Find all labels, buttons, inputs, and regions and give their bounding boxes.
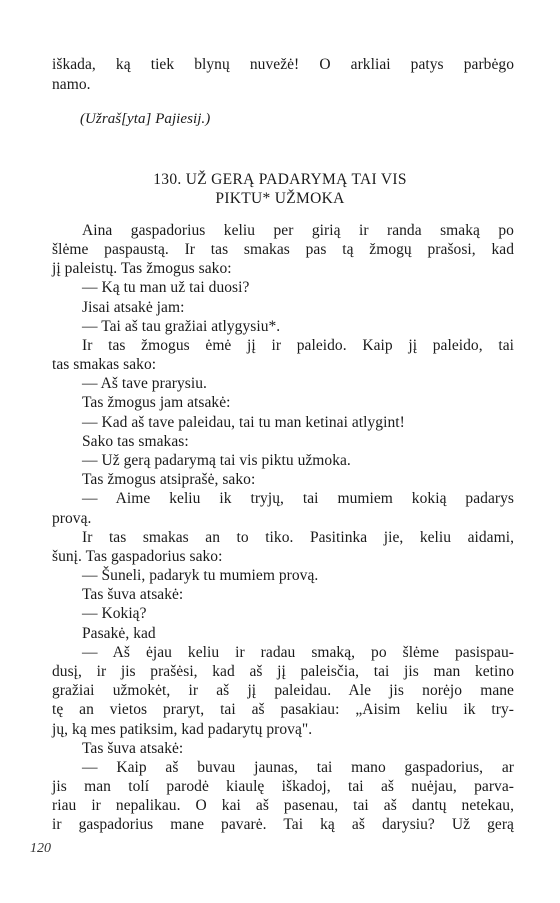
body-line: Ir tas smakas an to tiko. Pasitinka jie, keliu aidami, (82, 529, 514, 546)
body-line: tas smakas sako: (52, 356, 157, 373)
body-line: Tas žmogus atsiprašė, sako: (82, 471, 256, 488)
body-line: Tas šuva atsakė: (82, 740, 184, 757)
body-line: jų, ką mes patiksim, kad padarytų provą". (52, 721, 313, 738)
body-line: — Už gerą padarymą tai vis piktu užmoka. (82, 452, 351, 469)
body-line: ir gaspadorius mane pavarė. Tai ką aš darysiu? Už gerą (52, 816, 514, 833)
body-line: — Tai aš tau gražiai atlygysiu*. (82, 318, 281, 335)
body-line: Sako tas smakas: (82, 433, 189, 450)
body-line: Tas šuva atsakė: (82, 586, 184, 603)
carryover-line-2: namo. (52, 76, 91, 93)
page-number: 120 (30, 841, 51, 856)
carryover-line-1: iškada, ką tiek blynų nuvežė! O arkliai patys parbėgo (52, 56, 514, 73)
body-line: — Aime keliu ik tryjų, tai mumiem kokią padarys (82, 490, 514, 507)
body-line: — Kokią? (82, 605, 147, 622)
source-note: (Užraš[yta] Pajiesij.) (80, 111, 211, 127)
body-line: Jisai atsakė jam: (82, 299, 185, 316)
body-line: tę an vietos praryt, tai aš pasakiau: „Aisim keliu ik try- (52, 701, 514, 718)
body-line: — Aš ėjau keliu ir radau smaką, po šlėme pasispau- (82, 644, 514, 661)
body-line: šlėme paspaustą. Ir tas smakas pas tą žmogų prašosi, kad (52, 241, 514, 258)
body-line: Tas žmogus jam atsakė: (82, 394, 231, 411)
body-line: dusį, ir jis prašėsi, kad aš jį paleisčia, tai jis man ketino (52, 663, 514, 680)
body-line: jį paleistų. Tas žmogus sako: (52, 260, 232, 277)
body-line: — Kaip aš buvau jaunas, tai mano gaspadorius, ar (82, 759, 514, 776)
body-line: gražiai užmokėt, ir aš jį paleidau. Ale jis norėjo mane (52, 682, 514, 699)
body-line: provą. (52, 510, 92, 527)
body-line: šunį. Tas gaspadorius sako: (52, 548, 223, 565)
body-line: riau ir nepalikau. O kai aš pasenau, tai aš dantų netekau, (52, 797, 514, 814)
body-line: Aina gaspadorius keliu per girią ir randa smaką po (82, 222, 514, 239)
body-line: — Aš tave prarysiu. (82, 375, 207, 392)
body-line: — Kad aš tave paleidau, tai tu man ketinai atlygint! (82, 414, 405, 431)
body-line: — Šuneli, padaryk tu mumiem provą. (82, 567, 319, 584)
story-title-line-2: PIKTU* UŽMOKA (215, 190, 345, 207)
story-title-line-1: 130. UŽ GERĄ PADARYMĄ TAI VIS (153, 171, 407, 188)
body-line: — Ką tu man už tai duosi? (82, 279, 250, 296)
body-line: jis man tolí parodė kiaulę iškadoj, tai aš nuėjau, parva- (52, 778, 514, 795)
body-line: Ir tas žmogus ėmė jį ir paleido. Kaip jį paleido, tai (82, 337, 514, 354)
body-line: Pasakė, kad (82, 625, 156, 642)
